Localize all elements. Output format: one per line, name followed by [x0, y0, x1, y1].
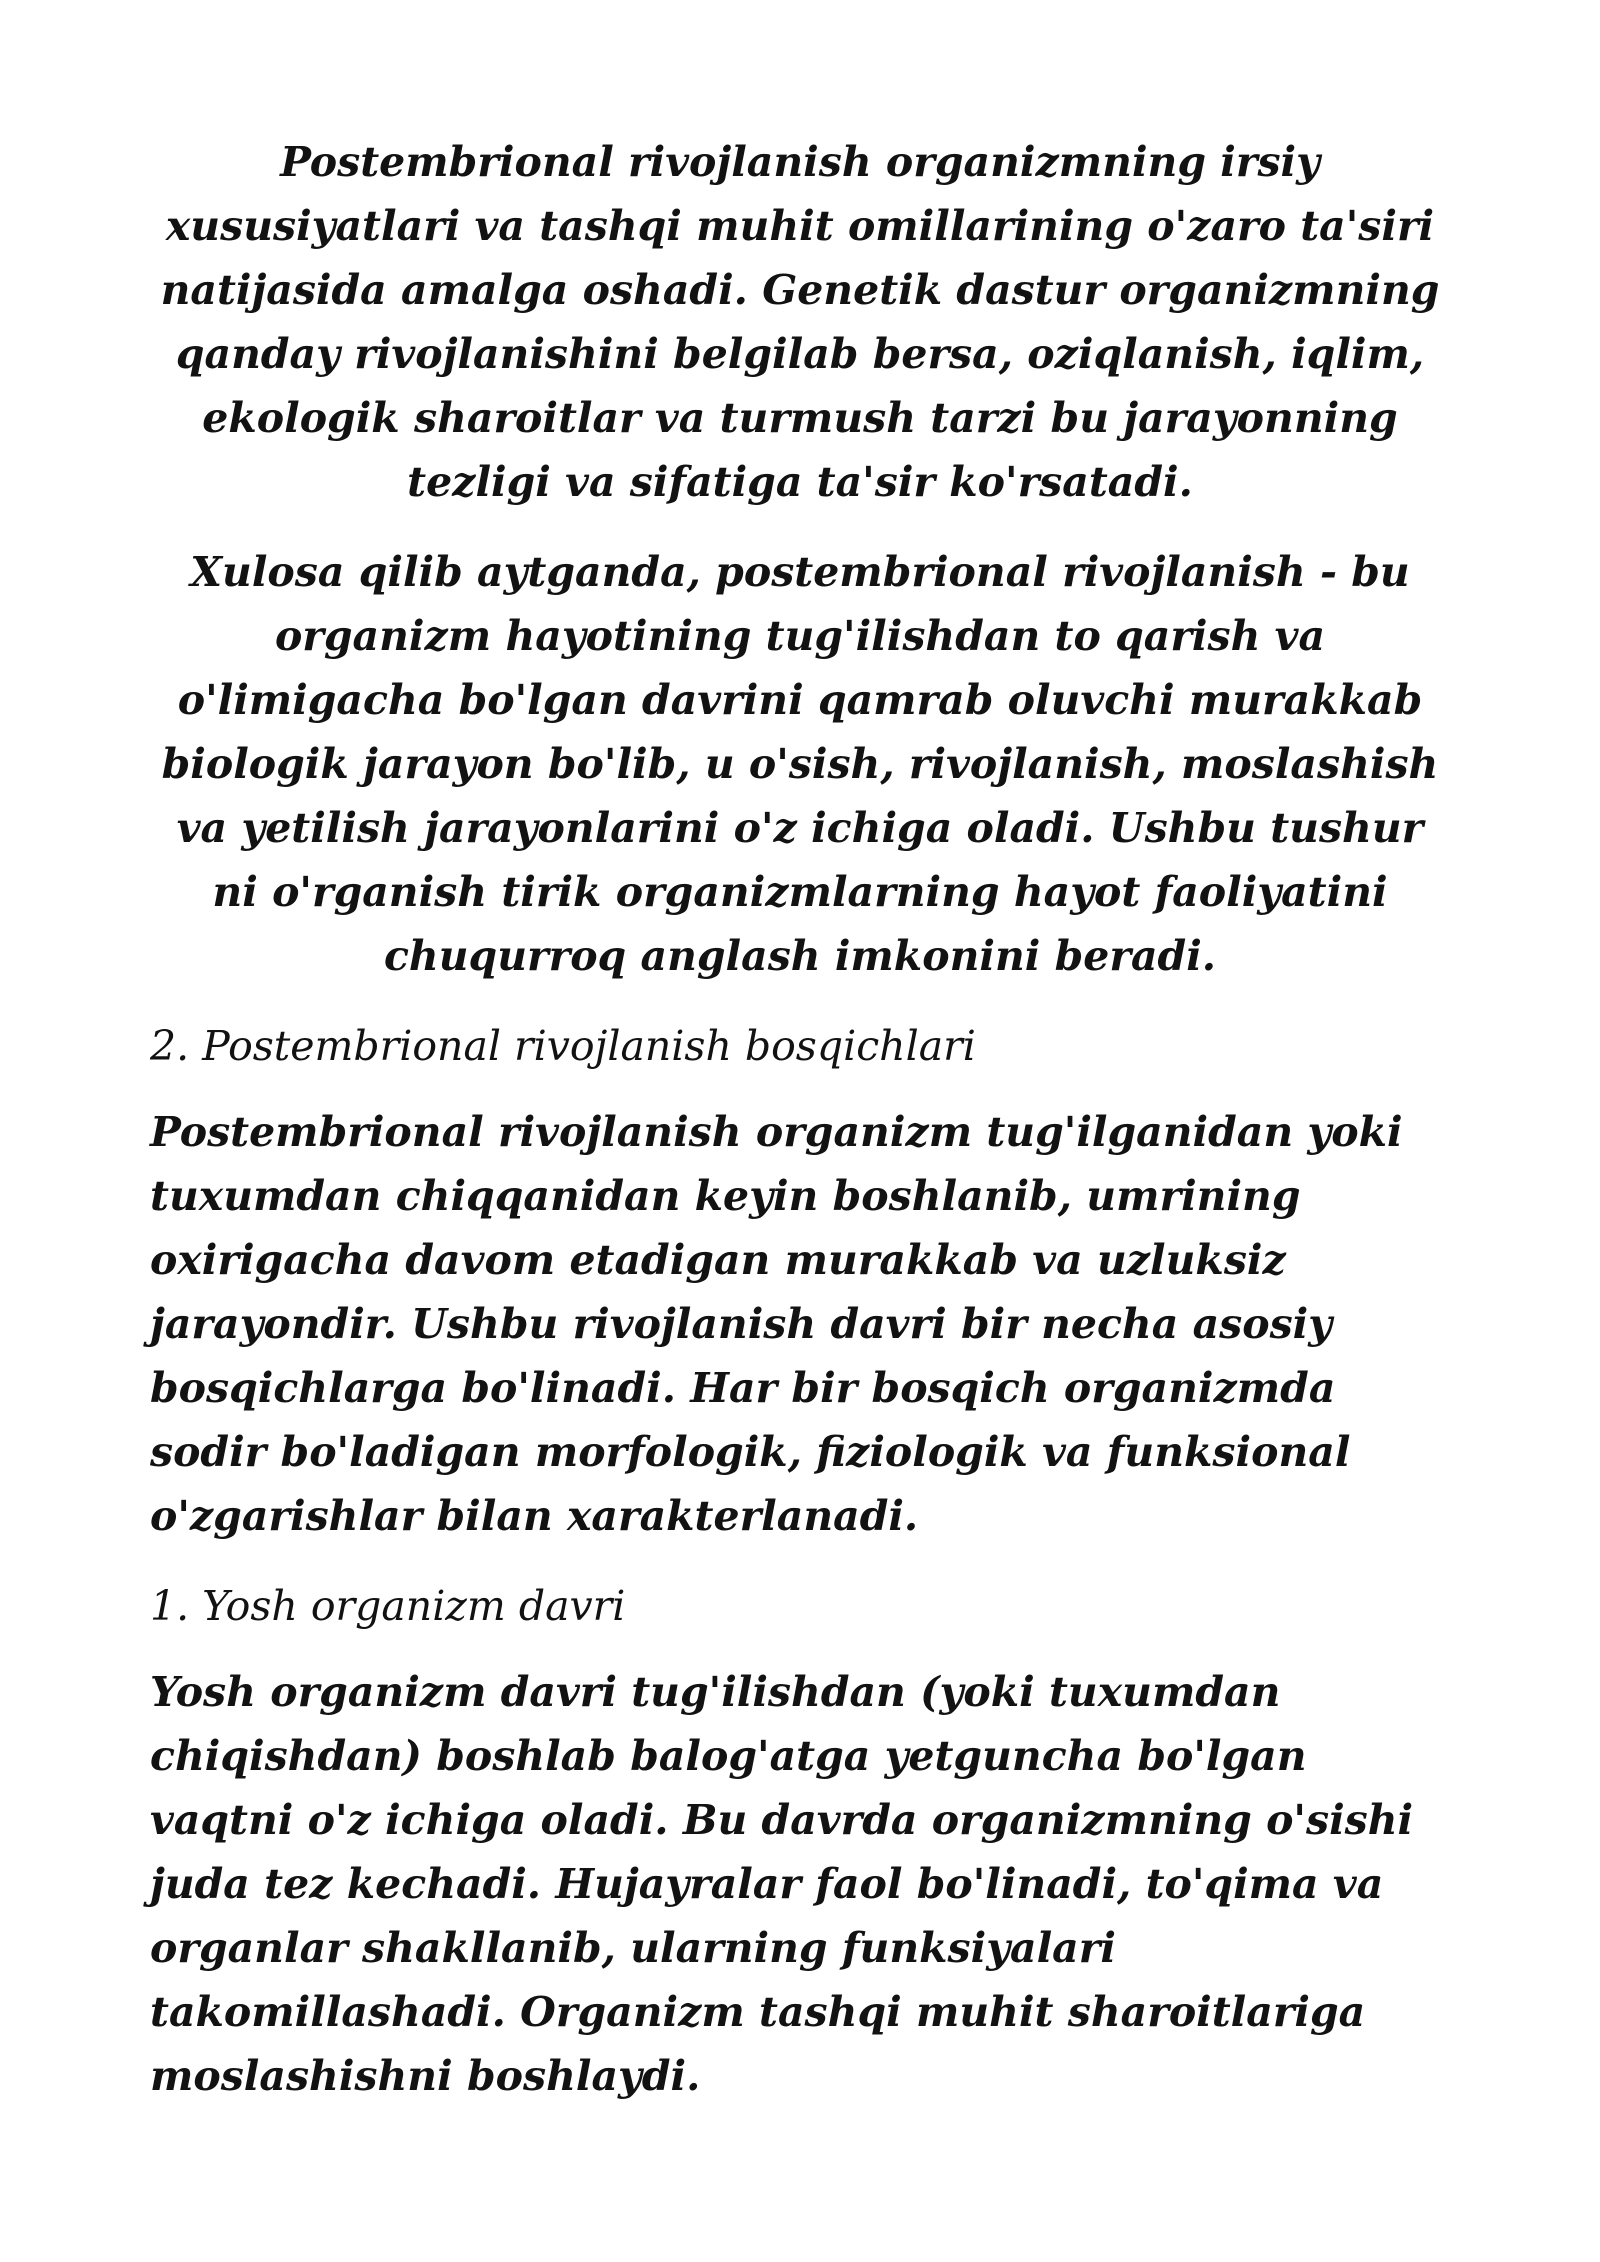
section-heading-stages: 2. Postembrional rivojlanish bosqichlari [150, 1022, 976, 1070]
paragraph-young-organism: Yosh organizm davri tug'ilishdan (yoki tuxumdan chiqishdan) boshlab balog'atga yetguncha bo'lgan vaqtni o'z ichiga oladi. Bu davrda organizmning o'sishi juda tez kechadi. Hujayralar faol bo'linadi, to'qima va organlar shakllanib, ularning funksiyalari takomillashadi. Organizm tashqi muhit sharoitlariga moslashishni boshlaydi. [150, 1668, 1414, 2100]
paragraph-stages: Postembrional rivojlanish organizm tug'ilganidan yoki tuxumdan chiqqanidan keyin boshlanib, umrining oxirigacha davom etadigan murakkab va uzluksiz jarayondir. Ushbu rivojlanish davri bir necha asosiy bosqichlarga bo'linadi. Har bir bosqich organizmda sodir bo'ladigan morfologik, fiziologik va funksional o'zgarishlar bilan xarakterlanadi. [150, 1108, 1403, 1540]
section-heading-young-organism: 1. Yosh organizm davri [150, 1582, 626, 1630]
paragraph-conclusion: Xulosa qilib aytganda, postembrional rivojlanish - bu organizm hayotining tug'ilishdan to qarish va o'limigacha bo'lgan davrini qamrab oluvchi murakkab biologik jarayon bo'lib, u o'sish, rivojlanish, moslashish va yetilish jarayonlarini o'z ichiga oladi. Ushbu tushur ni o'rganish tirik organizmlarning hayot faoliyatini chuqurroq anglash imkonini beradi. [161, 548, 1439, 980]
paragraph-intro: Postembrional rivojlanish organizmning irsiy xususiyatlari va tashqi muhit omillarining o'zaro ta'siri natijasida amalga oshadi. Genetik dastur organizmning qanday rivojlanishini belgilab bersa, oziqlanish, iqlim, ekologik sharoitlar va turmush tarzi bu jarayonning tezligi va sifatiga ta'sir ko'rsatadi. [160, 138, 1440, 506]
